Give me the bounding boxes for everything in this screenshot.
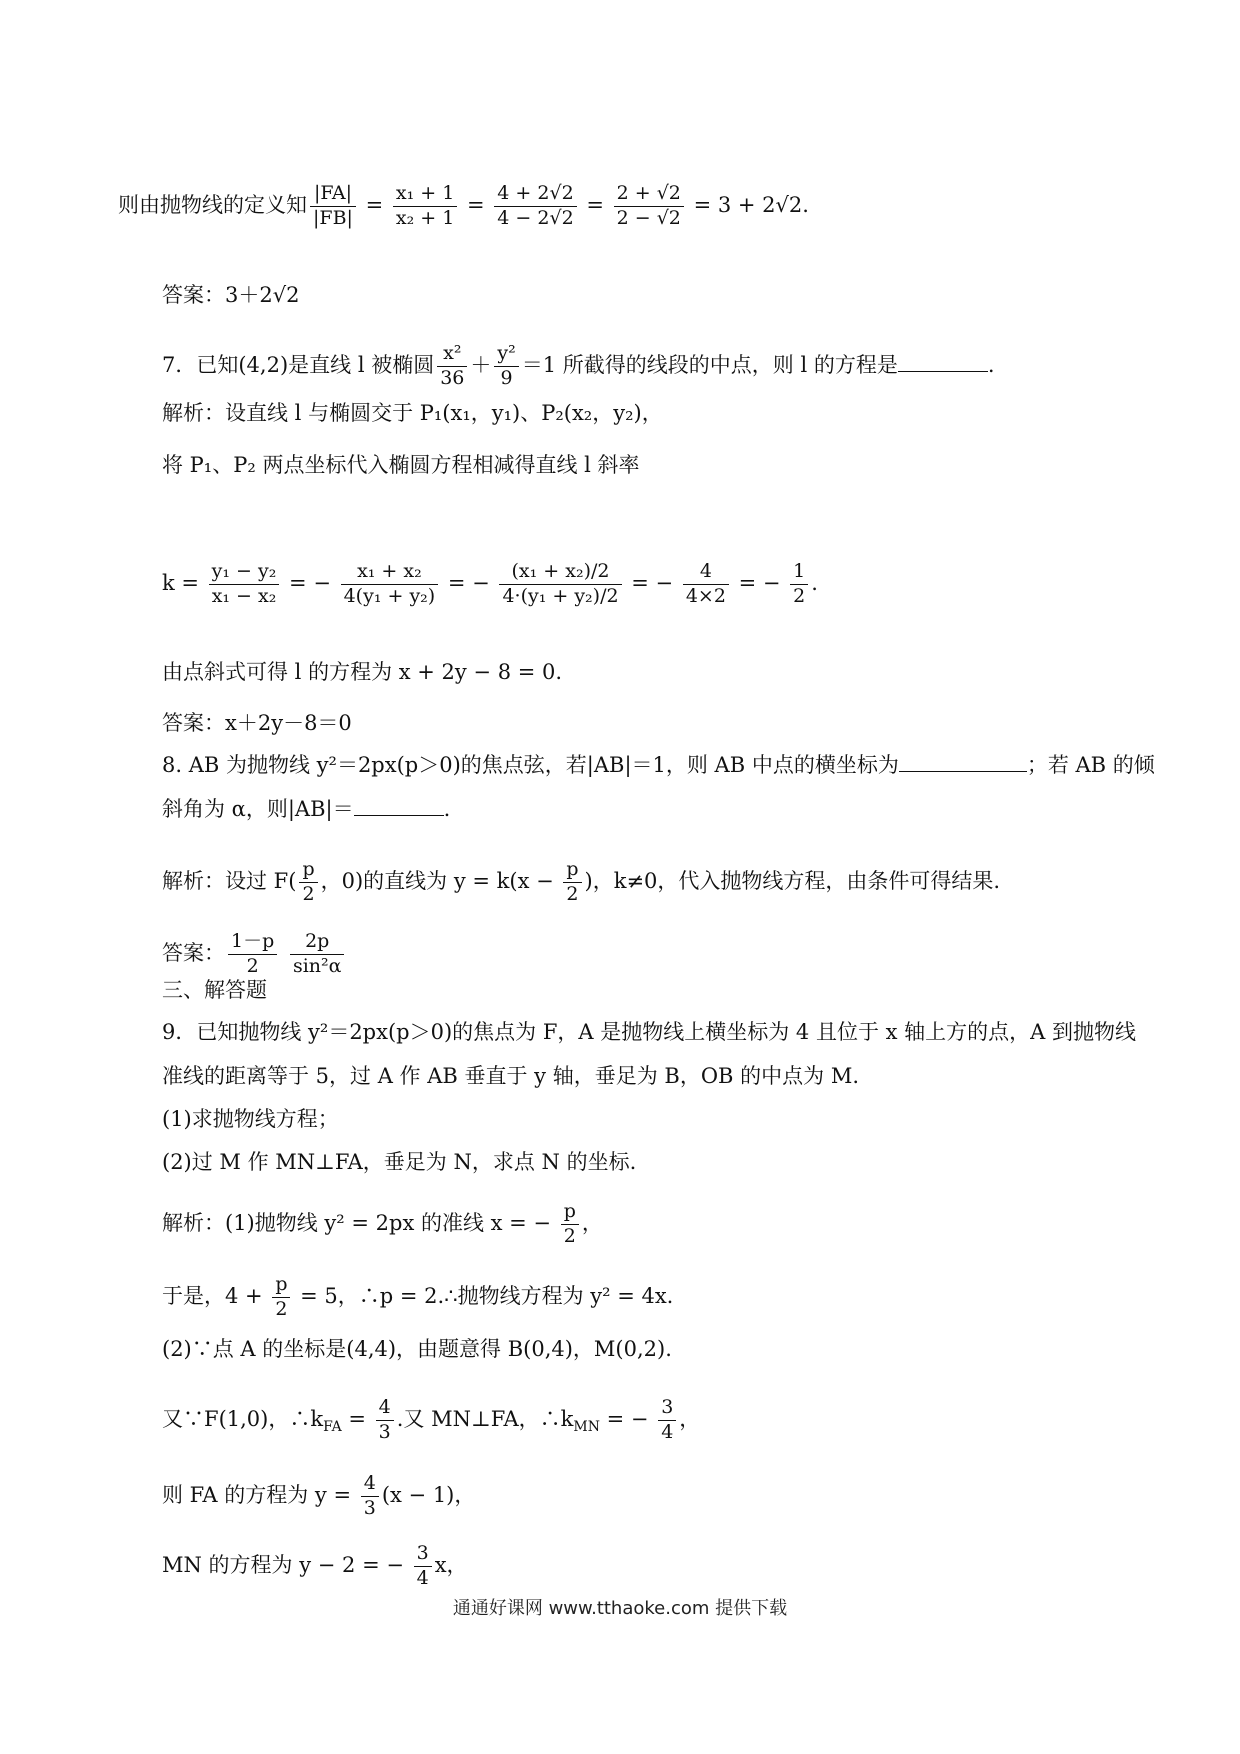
fraction-numerator: 2 + √2	[614, 182, 684, 207]
text-run: k =	[162, 570, 206, 595]
fraction	[290, 930, 345, 979]
line-ans8	[162, 930, 347, 979]
fraction	[361, 1472, 379, 1521]
text-run: ，	[581, 1210, 603, 1235]
fraction-denominator: 2	[275, 1297, 288, 1320]
fraction-numerator: 3	[658, 1396, 676, 1421]
line-sol9f	[162, 1542, 468, 1591]
text-run: 7．已知(4,2)是直线 l 被椭圆	[162, 352, 435, 377]
fraction	[790, 560, 808, 609]
fraction	[209, 560, 280, 609]
fraction-numerator: 3	[414, 1542, 432, 1567]
fraction-denominator: 4 − 2√2	[497, 206, 574, 229]
fraction-denominator: 4	[661, 1420, 674, 1443]
answer-blank	[354, 813, 444, 816]
text-run: 将 P₁、P₂ 两点坐标代入椭圆方程相减得直线 l 斜率	[162, 453, 640, 477]
text-run: .	[987, 352, 995, 377]
line-sol9e	[162, 1472, 475, 1521]
fraction	[310, 182, 356, 231]
text-run: (x − 1)，	[381, 1482, 476, 1507]
line-ans7	[162, 713, 352, 734]
text-run: ，0)的直线为 y = k(x −	[320, 868, 561, 893]
text-run: =	[579, 192, 611, 217]
answer-blank	[899, 769, 1027, 772]
line-q9a	[162, 1022, 1136, 1043]
text-run: 又∵F(1,0)，∴k	[162, 1406, 324, 1431]
fraction-numerator: p	[563, 858, 581, 883]
text-run: = −	[599, 1406, 656, 1431]
text-run: 于是，4 +	[162, 1283, 270, 1308]
text-run: =	[460, 192, 492, 217]
fraction-numerator: 2p	[290, 930, 345, 955]
fraction	[494, 182, 576, 231]
line-q7	[162, 342, 995, 391]
text-run: 斜角为 α，则|AB|＝	[162, 797, 354, 821]
fraction-denominator: 4(y₁ + y₂)	[343, 584, 436, 607]
fraction-denominator: 2	[302, 882, 315, 905]
text-run: .	[443, 797, 451, 821]
fraction-denominator: 2	[793, 584, 806, 607]
text-run: .又 MN⊥FA，∴k	[396, 1406, 574, 1431]
text-run: (2)∵点 A 的坐标是(4,4)，由题意得 B(0,4)，M(0,2).	[162, 1337, 672, 1361]
line-ans6	[162, 285, 299, 306]
fraction-denominator: |FB|	[313, 206, 353, 229]
text-run: 解析：设过 F(	[162, 868, 297, 893]
text-run: = −	[624, 570, 680, 595]
subscript: FA	[323, 1418, 342, 1435]
fraction-numerator: x²	[437, 342, 467, 367]
text-run: = 5，∴p = 2.∴抛物线方程为 y² = 4x.	[293, 1283, 674, 1308]
fraction-numerator: p	[299, 858, 317, 883]
text-run: = 3 + 2√2.	[686, 192, 809, 217]
text-run: )，k≠0，代入抛物线方程，由条件可得结果.	[584, 868, 1001, 893]
line-sol9c	[162, 1339, 672, 1360]
line-def-ratio	[118, 182, 809, 231]
fraction-numerator: y₁ − y₂	[209, 560, 280, 585]
fraction-denominator: 4×2	[685, 584, 726, 607]
fraction-denominator: 4·(y₁ + y₂)/2	[502, 584, 619, 607]
line-q9c	[162, 1109, 339, 1130]
fraction	[414, 1542, 432, 1591]
text-run: 答案：x＋2y－8＝0	[162, 711, 352, 735]
fraction	[614, 182, 684, 231]
line-q9d	[162, 1152, 636, 1173]
line-sol9a	[162, 1200, 603, 1249]
line-q8a	[162, 755, 1155, 776]
line-sec3	[162, 980, 267, 1001]
text-run: MN 的方程为 y − 2 = −	[162, 1552, 411, 1577]
line-sol7k	[162, 560, 818, 609]
fraction-numerator: p	[561, 1200, 579, 1225]
fraction	[563, 858, 581, 907]
text-run: 解析：(1)抛物线 y² = 2px 的准线 x = −	[162, 1210, 558, 1235]
text-run: = −	[441, 570, 497, 595]
fraction-denominator: x₁ − x₂	[211, 584, 277, 607]
fraction-denominator: 2	[563, 1224, 576, 1247]
fraction	[494, 342, 518, 391]
fraction-numerator: y²	[494, 342, 518, 367]
text-run: = −	[731, 570, 788, 595]
fraction-numerator: x₁ + 1	[393, 182, 457, 207]
fraction	[683, 560, 729, 609]
fraction-denominator: 4	[416, 1566, 429, 1589]
fraction-denominator: 3	[363, 1496, 376, 1519]
fraction	[561, 1200, 579, 1249]
text-run: = −	[282, 570, 338, 595]
fraction-numerator: x₁ + x₂	[341, 560, 439, 585]
text-run: (2)过 M 作 MN⊥FA，垂足为 N，求点 N 的坐标.	[162, 1150, 637, 1174]
fraction	[437, 342, 467, 391]
text-run: =	[341, 1406, 373, 1431]
text-run: (1)求抛物线方程；	[162, 1107, 339, 1131]
text-run: 准线的距离等于 5，过 A 作 AB 垂直于 y 轴，垂足为 B，OB 的中点为 M.	[162, 1064, 859, 1088]
text-run: =	[358, 192, 390, 217]
text-run: ，	[679, 1406, 701, 1431]
fraction	[272, 1273, 290, 1322]
fraction	[299, 858, 317, 907]
text-run: ＝1 所截得的线段的中点，则 l 的方程是	[521, 352, 898, 377]
subscript: MN	[573, 1418, 600, 1435]
line-sol7c	[162, 662, 562, 683]
fraction-denominator: 36	[440, 366, 465, 389]
fraction-numerator: (x₁ + x₂)/2	[499, 560, 621, 585]
text-run: 9．已知抛物线 y²＝2px(p＞0)的焦点为 F，A 是抛物线上横坐标为 4 且位于 x 轴上方的点，A 到抛物线	[162, 1020, 1136, 1044]
line-q9b	[162, 1066, 859, 1087]
text-run: 解析：设直线 l 与椭圆交于 P₁(x₁，y₁)、P₂(x₂，y₂)，	[162, 401, 663, 425]
text-run: ；若 AB 的倾	[1026, 753, 1155, 777]
fraction-numerator: 4 + 2√2	[494, 182, 576, 207]
page-footer: 通通好课网 www.tthaoke.com 提供下载	[452, 1598, 788, 1619]
line-sol7b	[162, 455, 640, 476]
fraction-numerator: 1	[790, 560, 808, 585]
fraction-denominator: 2	[246, 954, 259, 977]
fraction-numerator: 4	[361, 1472, 379, 1497]
fraction	[376, 1396, 394, 1445]
fraction	[228, 930, 277, 979]
text-run: x，	[434, 1552, 468, 1577]
text-run: 答案：	[162, 283, 225, 307]
text-run: 8. AB 为抛物线 y²＝2px(p＞0)的焦点弦，若|AB|＝1，则 AB 中点的横坐标为	[162, 753, 899, 777]
fraction-denominator: 2 − √2	[616, 206, 681, 229]
fraction	[341, 560, 439, 609]
line-sol9b	[162, 1273, 673, 1322]
fraction	[393, 182, 457, 231]
fraction-numerator: 4	[376, 1396, 394, 1421]
text-run: 3＋2√2	[225, 283, 300, 307]
text-run: .	[811, 570, 818, 595]
text-run: ＋	[470, 352, 492, 377]
fraction-numerator: 1－p	[228, 930, 277, 955]
fraction-denominator: 3	[378, 1420, 391, 1443]
line-sol9d	[162, 1396, 700, 1445]
text-run: 则 FA 的方程为 y =	[162, 1482, 358, 1507]
text-run: 答案：	[162, 940, 225, 965]
fraction-numerator: p	[272, 1273, 290, 1298]
fraction-denominator: 2	[566, 882, 579, 905]
text-run: 由点斜式可得 l 的方程为 x + 2y − 8 = 0.	[162, 660, 563, 684]
fraction-denominator: sin²α	[292, 954, 342, 977]
text-run	[280, 941, 287, 965]
fraction-numerator: |FA|	[310, 182, 356, 207]
line-sol8	[162, 858, 1000, 907]
fraction-numerator: 4	[683, 560, 729, 585]
line-q8b	[162, 799, 450, 820]
text-run: 则由抛物线的定义知	[118, 192, 307, 217]
answer-blank	[898, 369, 988, 372]
fraction-denominator: 9	[500, 366, 513, 389]
text-run: 三、解答题	[162, 978, 267, 1002]
fraction-denominator: x₂ + 1	[395, 206, 455, 229]
fraction	[658, 1396, 676, 1445]
fraction	[499, 560, 621, 609]
line-sol7a	[162, 403, 663, 424]
